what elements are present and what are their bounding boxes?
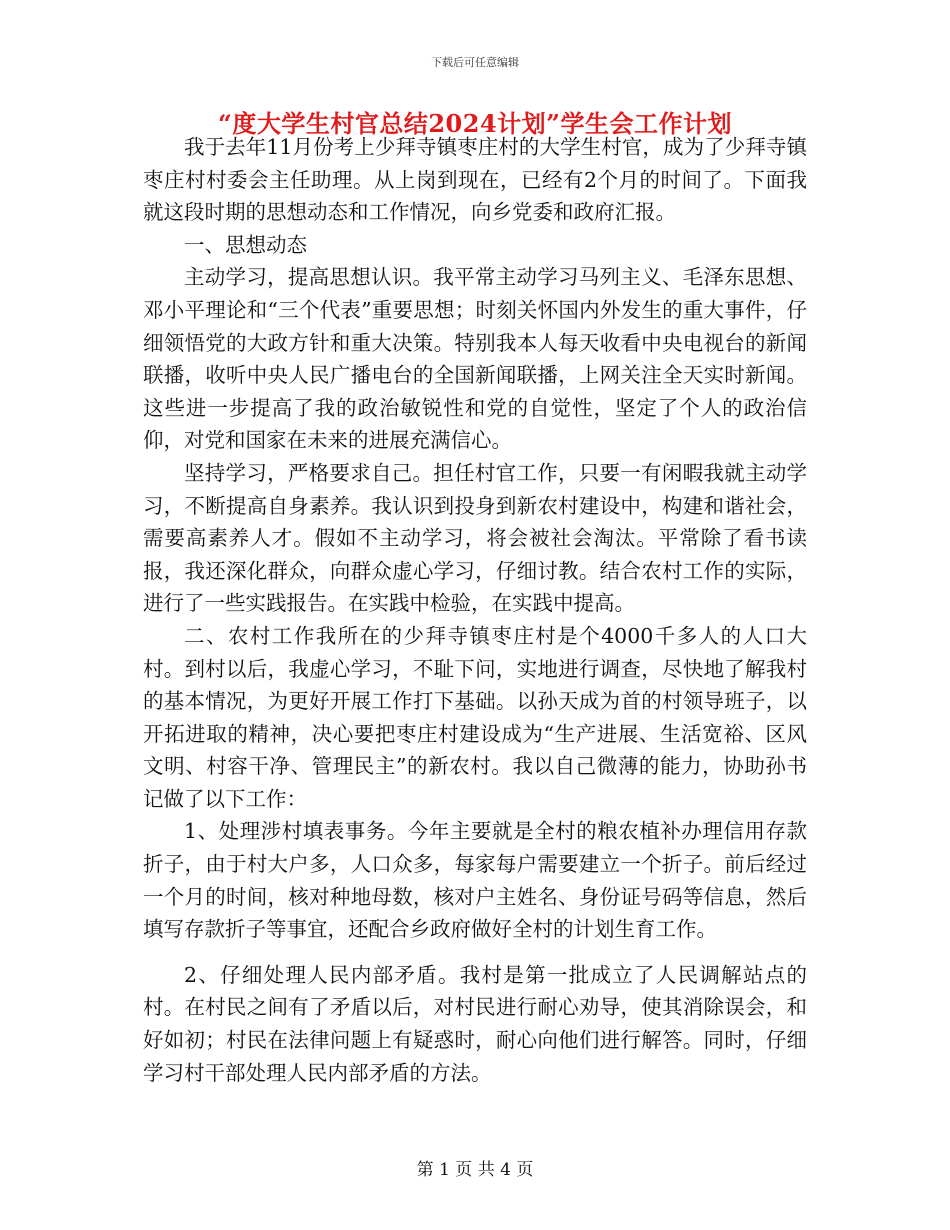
document-body bbox=[143, 131, 807, 1089]
paragraph-persist-study: 坚持学习，严格要求自己。担任村官工作，只要一有闲暇我就主动学习，不断提高自身素养。我认识到投身到新农村建设中，构建和谐社会，需要高素养人才。假如不主动学习，将会被社会淘汰。平常除了看书读报，我还深化群众，向群众虚心学习，仔细讨教。结合农村工作的实际，进行了一些实践报告。在实践中检验，在实践中提高。 bbox=[143, 460, 807, 616]
paragraph-item-2: 2、仔细处理人民内部矛盾。我村是第一批成立了人民调解站点的村。在村民之间有了矛盾以后，对村民进行耐心劝导，使其消除误会，和好如初；村民在法律问题上有疑惑时，耐心向他们进行解答。同时，仔细学习村干部处理人民内部矛盾的方法。 bbox=[143, 962, 807, 1085]
paragraph-rural-work: 二、农村工作我所在的少拜寺镇枣庄村是个4000千多人的人口大村。到村以后，我虚心学习，不耻下问，实地进行调查，尽快地了解我村的基本情况，为更好开展工作打下基础。以孙天成为首的村领导班子，以开拓进取的精神，决心要把枣庄村建设成为“生产进展、生活宽裕、区风文明、村容干净、管理民主”的新农村。我以自己微薄的能力，协助孙书记做了以下工作： bbox=[143, 623, 807, 811]
section-heading-thoughts: 一、思想动态 bbox=[184, 232, 307, 257]
paragraph-item-1: 1、处理涉村填表事务。今年主要就是全村的粮农植补办理信用存款折子，由于村大户多，人口众多，每家每户需要建立一个折子。前后经过一个月的时间，核对种地母数，核对户主姓名、身份证号码等信息，然后填写存款折子等事宜，还配合乡政府做好全村的计划生育工作。 bbox=[143, 819, 807, 942]
header-note: 下载后可任意编辑 bbox=[431, 56, 519, 69]
page-footer: 第 1 页 共 4 页 bbox=[416, 1160, 534, 1180]
document-title: “度大学生村官总结2024计划”学生会工作计划 bbox=[218, 109, 732, 138]
paragraph-active-study: 主动学习，提高思想认识。我平常主动学习马列主义、毛泽东思想、邓小平理论和“三个代表”重要思想；时刻关怀国内外发生的重大事件，仔细领悟党的大政方针和重大决策。特别我本人每天收看中央电视台的新闻联播，收听中央人民广播电台的全国新闻联播，上网关注全天实时新闻。这些进一步提高了我的政治敏锐性和党的自觉性，坚定了个人的政治信仰，对党和国家在未来的进展充满信心。 bbox=[143, 265, 807, 453]
paragraph-intro: 我于去年11月份考上少拜寺镇枣庄村的大学生村官，成为了少拜寺镇枣庄村村委会主任助理。从上岗到现在，已经有2个月的时间了。下面我就这段时期的思想动态和工作情况，向乡党委和政府汇报。 bbox=[143, 135, 807, 225]
